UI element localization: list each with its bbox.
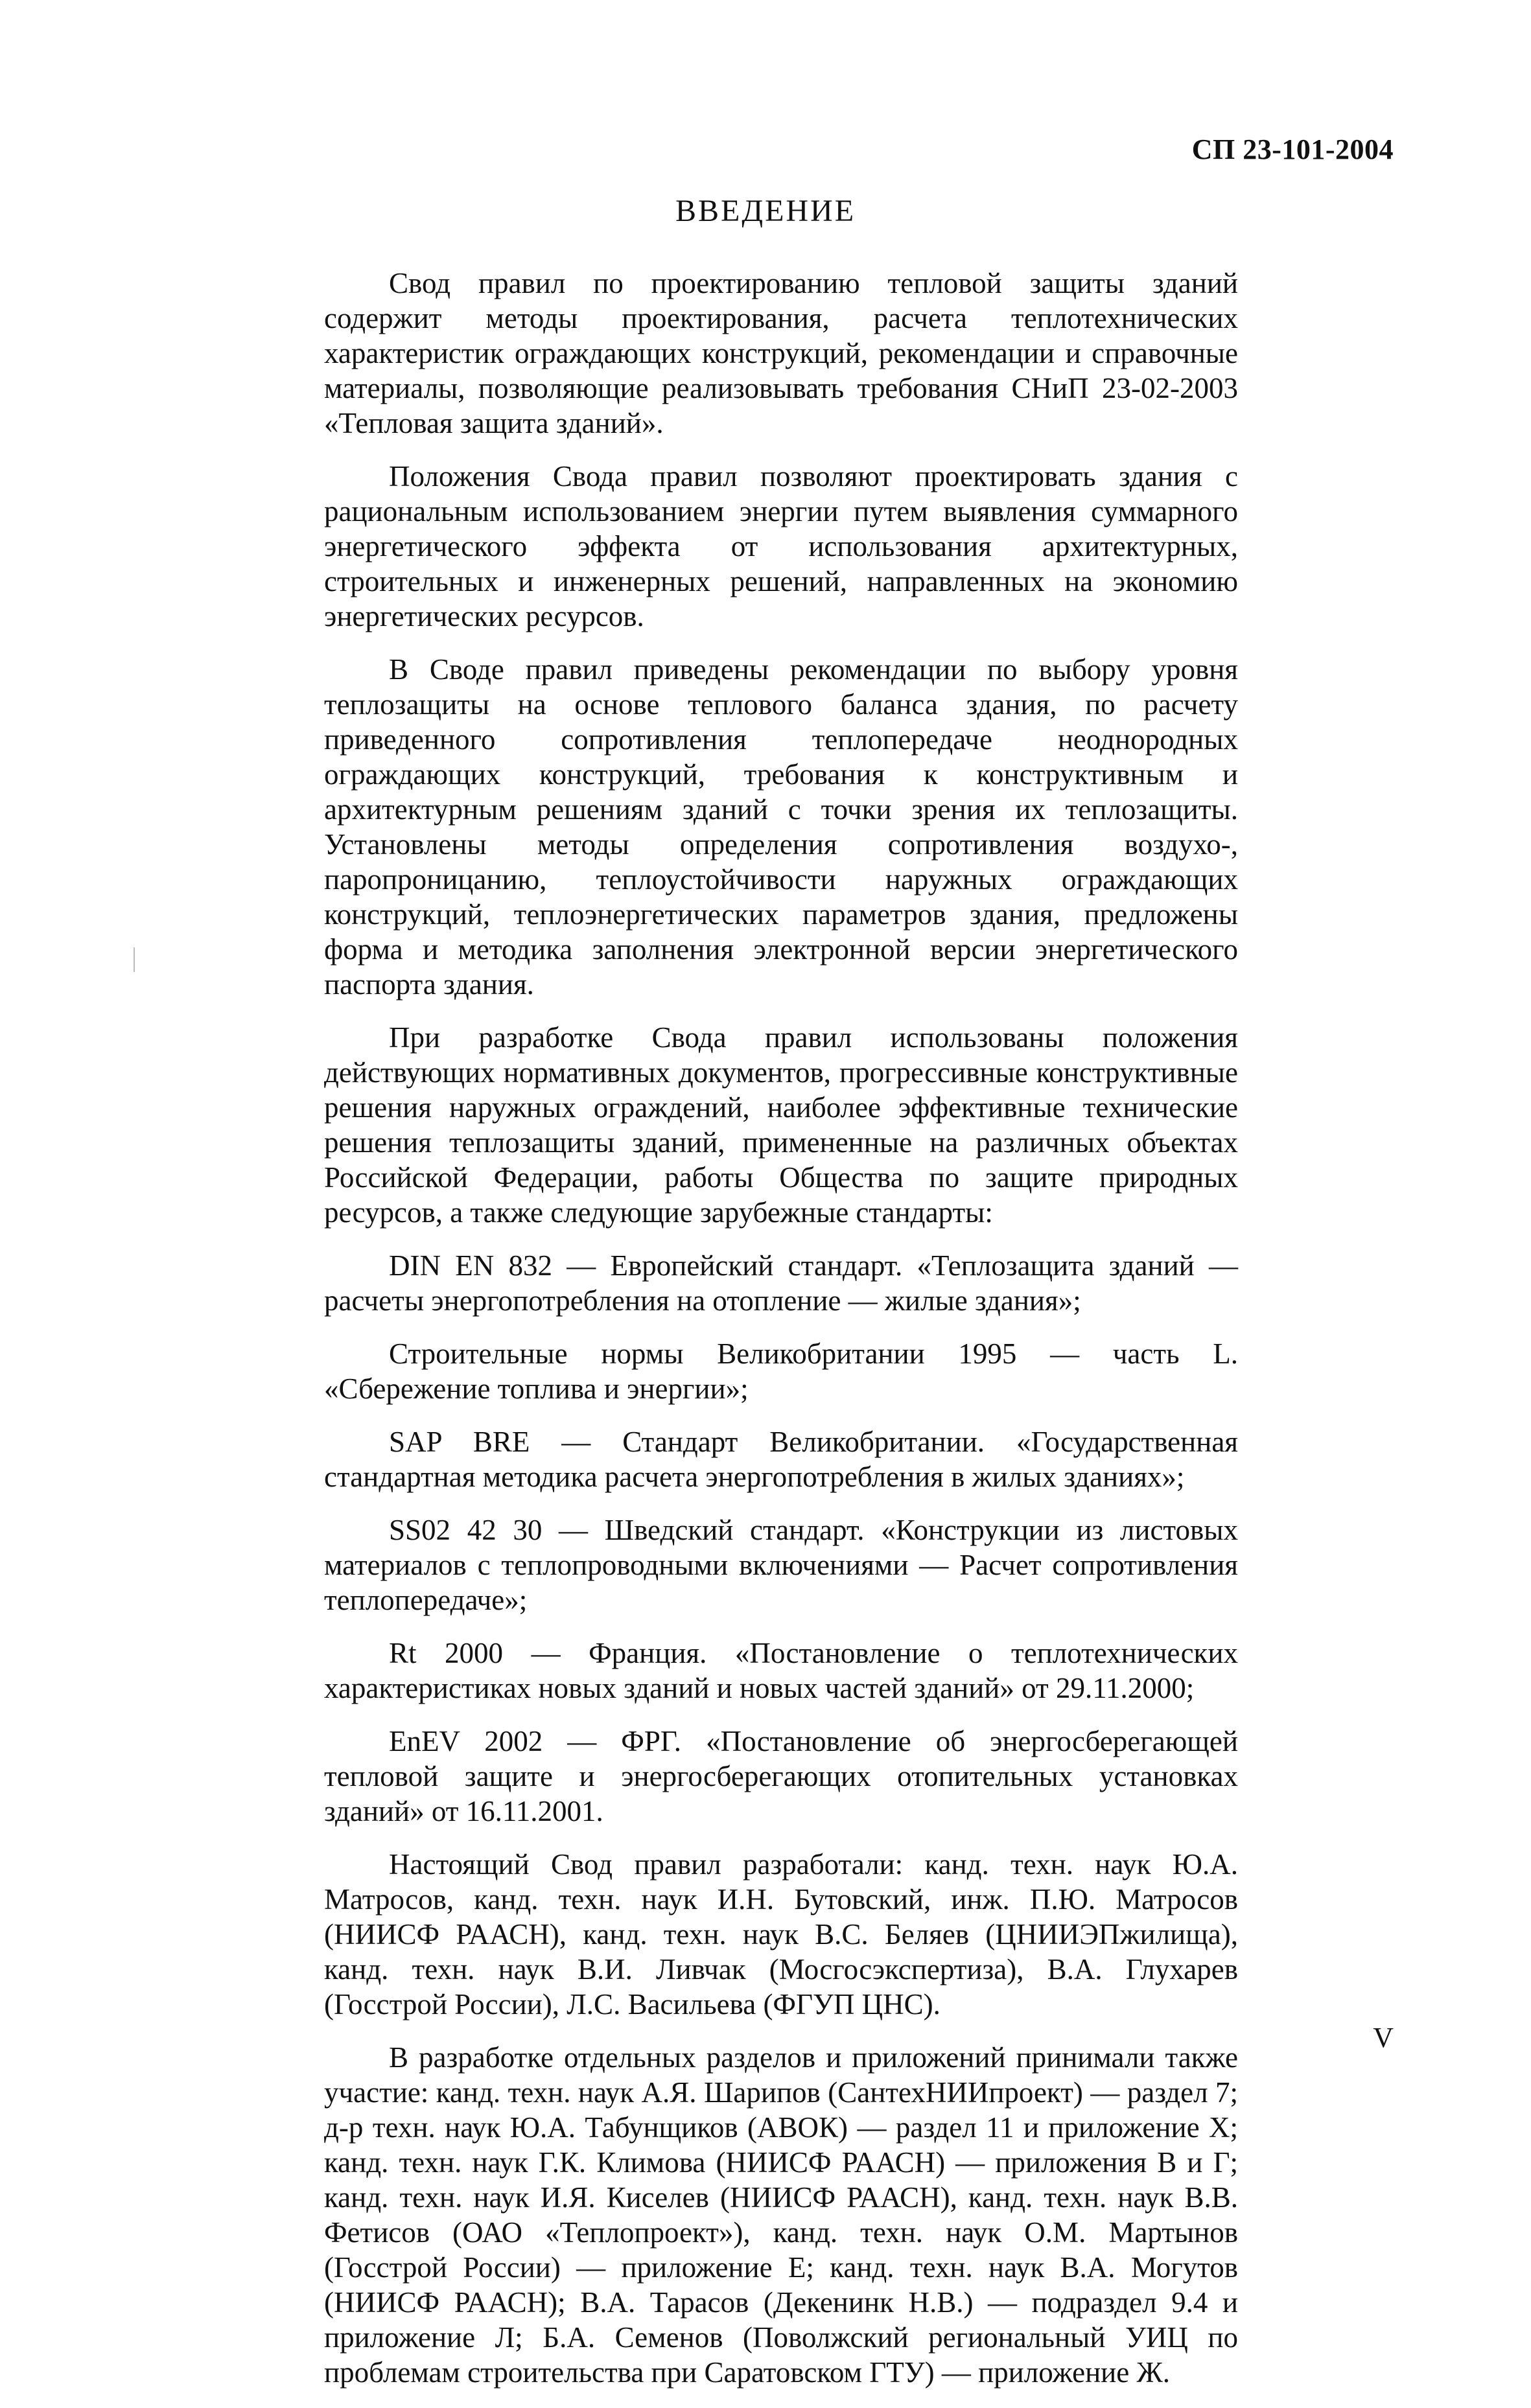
paragraph-authors: Настоящий Свод правил разработали: канд. техн. наук Ю.А. Матросов, канд. техн. наук И.Н. Бутовский, инж. П.Ю. Матросов (НИИСФ РААСН), канд. техн. наук В.С. Беляев (ЦНИИЭПжилища), канд. техн. наук В.И. Ливчак (Мосгосэкспертиза), В.А. Глухарев (Госстрой России), Л.С. Васильева (ФГУП ЦНС).	[324, 1848, 1238, 2020]
paragraph-provisions: Положения Свода правил позволяют проектировать здания с рациональным использованием энергии путем выявления суммарного энергетического эффекта от использования архитектурных, строительных и инженерных решений, направленных на экономию энергетических ресурсов.	[324, 460, 1238, 632]
standard-din-en-832: DIN EN 832 — Европейский стандарт. «Теплозащита зданий — расчеты энергопотребления на отопление — жилые здания»;	[324, 1249, 1238, 1317]
section-title: ВВЕДЕНИЕ	[675, 194, 856, 228]
scan-artifact-line	[134, 947, 135, 972]
paragraph-purpose: Свод правил по проектированию тепловой защиты зданий содержит методы проектирования, расчета теплотехнических характеристик ограждающих конструкций, рекомендации и справочные материалы, позволяющие реализовывать требования СНиП 23-02-2003 «Тепловая защита зданий».	[324, 267, 1238, 439]
paragraph-sources: При разработке Свода правил использованы положения действующих нормативных документов, прогрессивные конструктивные решения наружных ограждений, наиболее эффективные технические решения теплозащиты зданий, примененные на различных объектах Российской Федерации, работы Общества по защите природных ресурсов, а также следующие зарубежные стандарты:	[324, 1021, 1238, 1229]
document-code: СП 23-101-2004	[1191, 133, 1394, 165]
standard-sap-bre: SAP BRE — Стандарт Великобритании. «Государственная стандартная методика расчета энергопотребления в жилых зданиях»;	[324, 1426, 1238, 1493]
paragraph-recommendations: В Своде правил приведены рекомендации по выбору уровня теплозащиты на основе теплового баланса здания, по расчету приведенного сопротивления теплопередаче неоднородных ограждающих конструкций, требования к конструктивным и архитектурным решениям зданий с точки зрения их теплозащиты. Установлены методы определения сопротивления воздухо-, паропроницанию, теплоустойчивости наружных ограждающих конструкций, теплоэнергетических параметров здания, предложены форма и методика заполнения электронной версии энергетического паспорта здания.	[324, 653, 1238, 1001]
standard-uk-building-regs: Строительные нормы Великобритании 1995 — часть L. «Сбережение топлива и энергии»;	[324, 1337, 1238, 1405]
standard-enev-2002: EnEV 2002 — ФРГ. «Постановление об энергосберегающей тепловой защите и энергосберегающих отопительных установках зданий» от 16.11.2001.	[324, 1725, 1238, 1827]
standard-rt-2000: Rt 2000 — Франция. «Постановление о теплотехнических характеристиках новых зданий и новых частей зданий» от 29.11.2000;	[324, 1637, 1238, 1704]
page-number: V	[1373, 2022, 1394, 2054]
introduction-body	[324, 266, 1238, 2408]
standard-ss02-42-30: SS02 42 30 — Шведский стандарт. «Конструкции из листовых материалов с теплопроводными включениями — Расчет сопротивления теплопередаче»;	[324, 1514, 1238, 1616]
paragraph-contributors: В разработке отдельных разделов и приложений принимали также участие: канд. техн. наук А.Я. Шарипов (СантехНИИпроект) — раздел 7; д-р техн. наук Ю.А. Табунщиков (АВОК) — раздел 11 и приложение Х; канд. техн. наук Г.К. Климова (НИИСФ РААСН) — приложения В и Г; канд. техн. наук И.Я. Киселев (НИИСФ РААСН), канд. техн. наук В.В. Фетисов (ОАО «Теплопроект»), канд. техн. наук О.М. Мартынов (Госстрой России) — приложение Е; канд. техн. наук В.А. Могутов (НИИСФ РААСН); В.А. Тарасов (Декенинк Н.В.) — подраздел 9.4 и приложение Л; Б.А. Семенов (Поволжский региональный УИЦ по проблемам строительства при Саратовском ГТУ) — приложение Ж.	[324, 2041, 1238, 2389]
